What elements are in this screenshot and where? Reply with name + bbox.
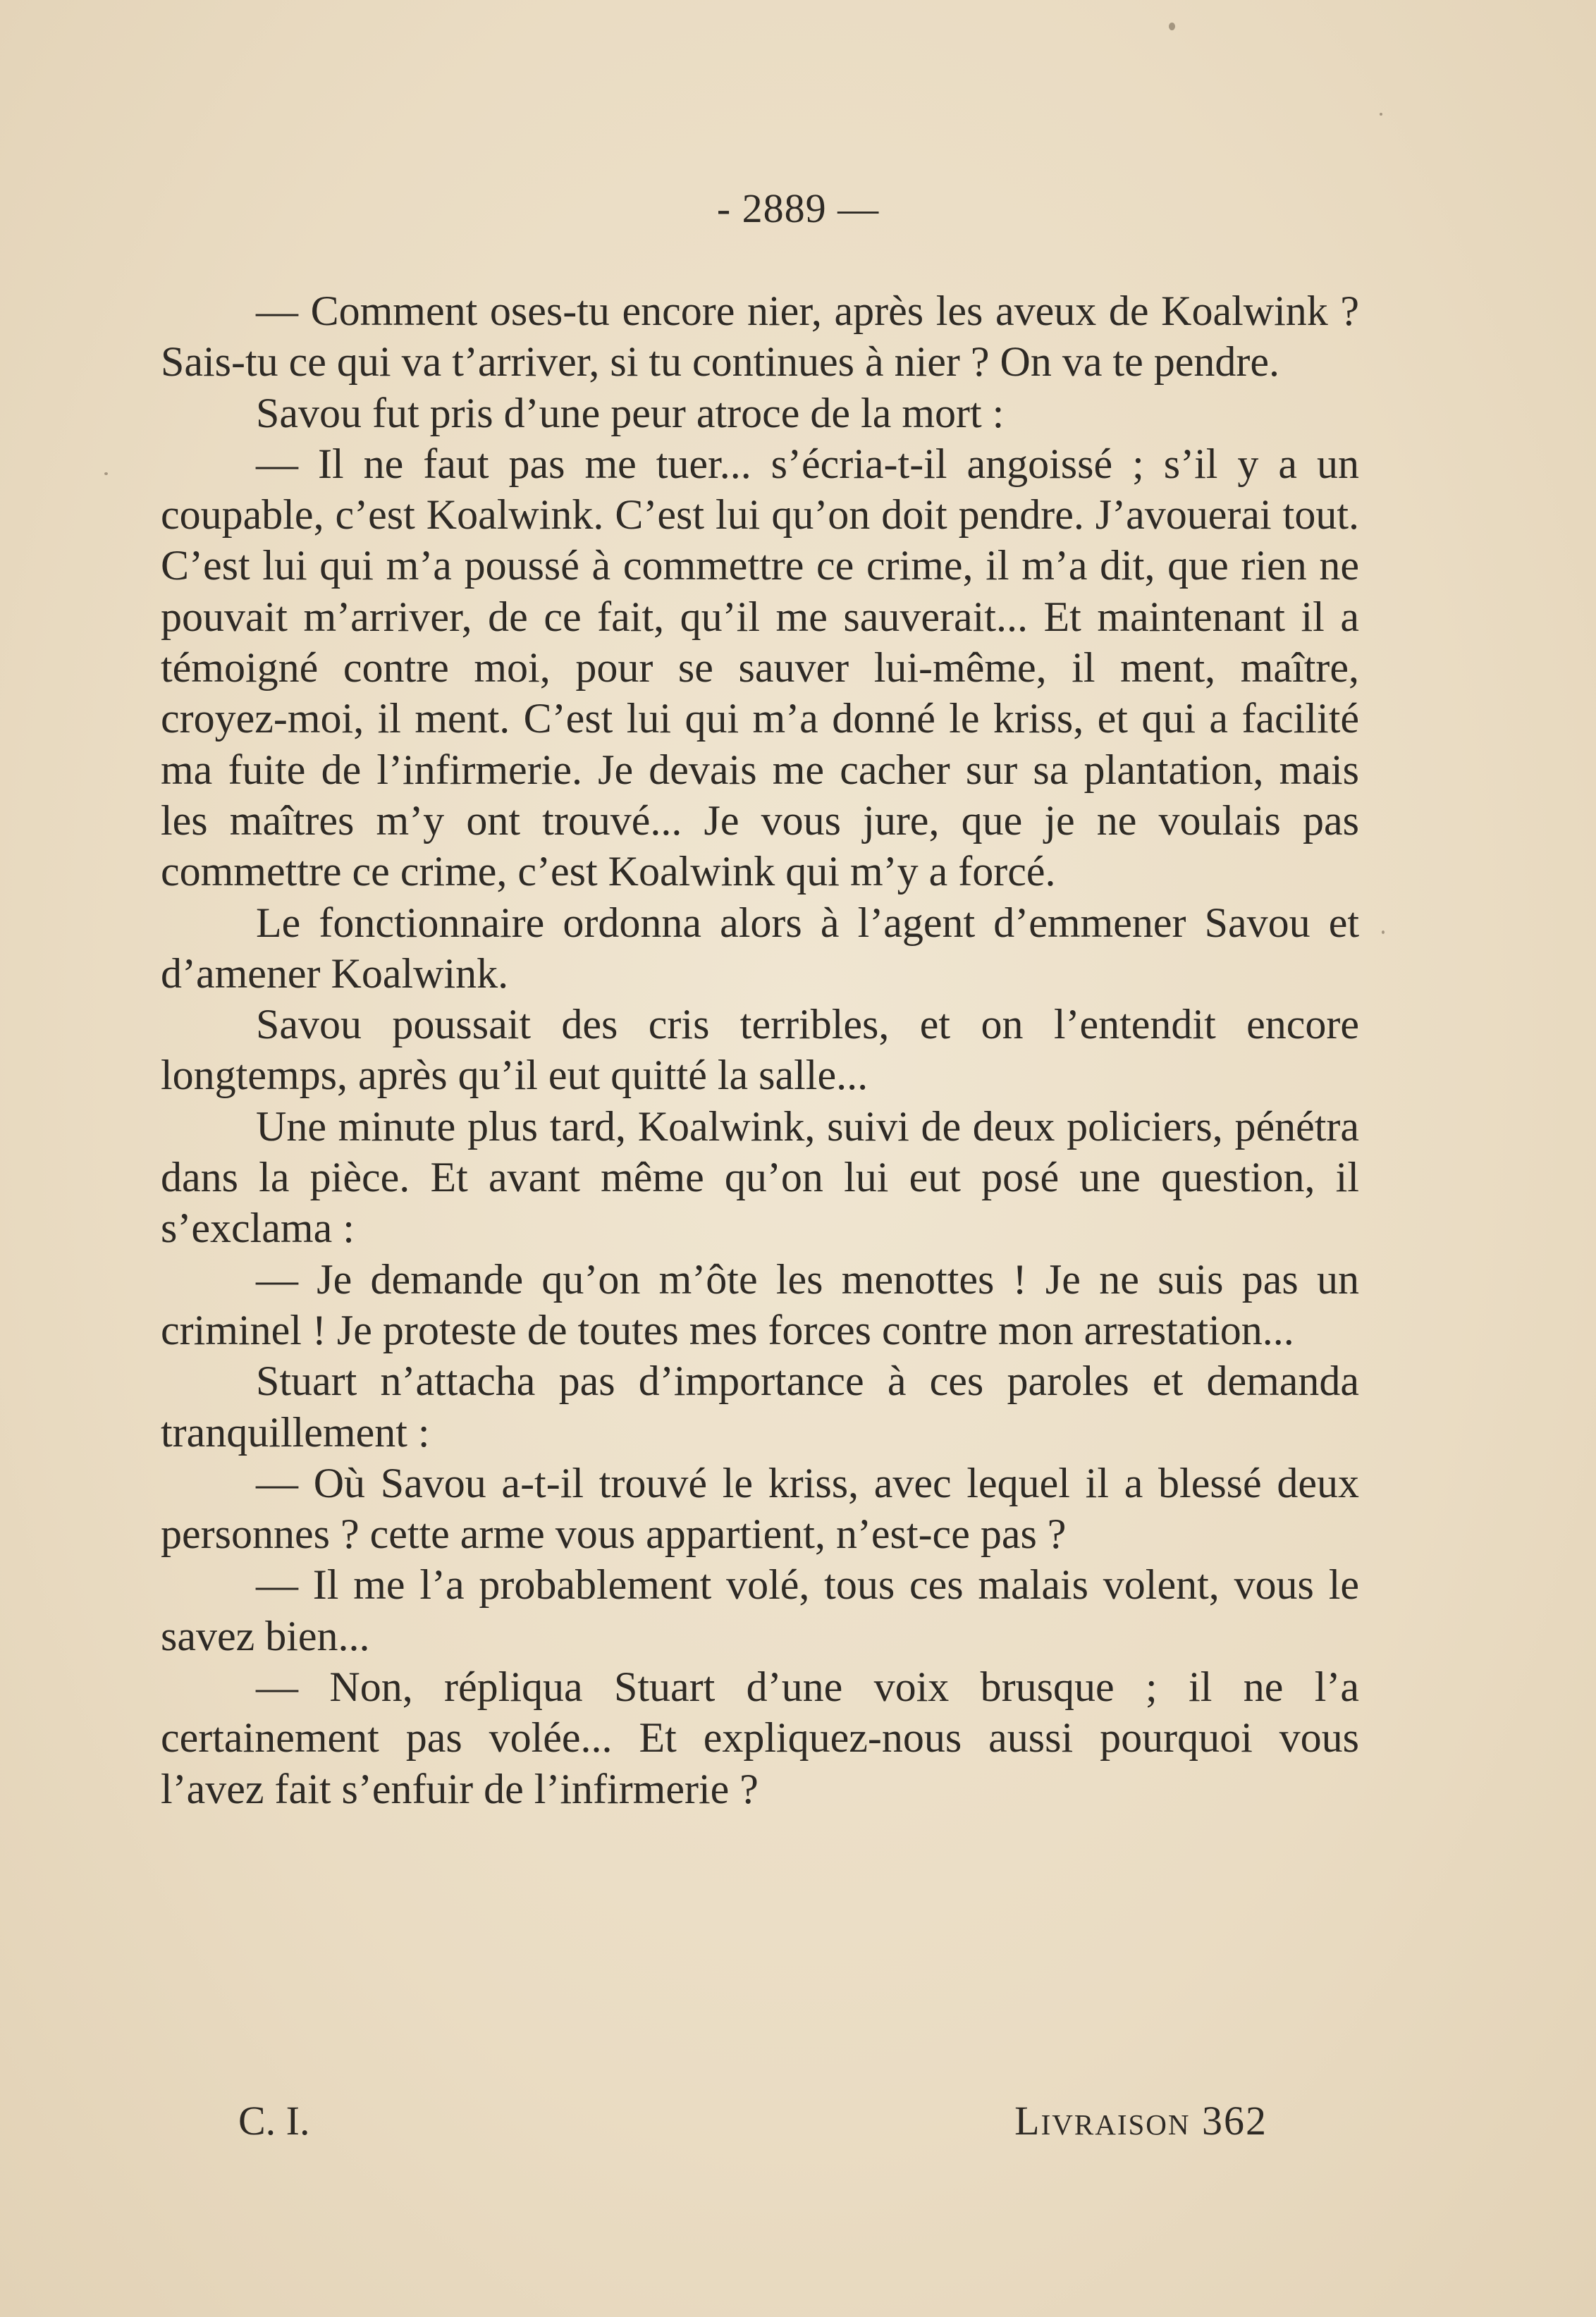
paragraph: Le fonctionnaire ordonna alors à l’agent d’emmener Savou et d’amener Koalwink.	[161, 899, 1359, 997]
footer-signature: C. I.	[238, 2098, 310, 2144]
page-number: - 2889 —	[716, 185, 880, 231]
paragraph: — Je demande qu’on m’ôte les menottes ! Je ne suis pas un criminel ! Je proteste de toutes mes forces contre mon arrestation...	[161, 1255, 1359, 1353]
footer-livraison: Livraison 362	[1014, 2098, 1267, 2144]
paragraph: Savou poussait des cris terribles, et on l’entendit encore longtemps, après qu’il eut quitté la salle...	[161, 1001, 1359, 1099]
paragraph: — Il ne faut pas me tuer... s’écria-t-il angoissé ; s’il y a un coupable, c’est Koalwink. C’est lui qu’on doit pendre. J’avouerai tout. C’est lui qui m’a poussé à commettre ce crime, il m’a dit, que rien ne pouvait m’arriver, de ce fait, qu’il me sauverait... Et maintenant il a témoigné contre moi, pour se sauver lui-même, il ment, maître, croyez-moi, il ment. C’est lui qui m’a donné le kriss, et qui a facilité ma fuite de l’infirmerie. Je devais me cacher sur sa plantation, mais les maîtres m’y ont trouvé... Je vous jure, que je ne voulais pas commettre ce crime, c’est Koalwink qui m’y a forcé.	[161, 440, 1359, 895]
paper-speck	[1169, 23, 1175, 30]
paragraph: — Comment oses-tu encore nier, après les aveux de Koalwink ? Sais-tu ce qui va t’arriver, si tu continues à nier ? On va te pendre.	[161, 288, 1359, 386]
paragraph: Stuart n’attacha pas d’importance à ces paroles et demanda tranquillement :	[161, 1358, 1359, 1456]
paragraph: — Il me l’a probablement volé, tous ces malais volent, vous le savez bien...	[161, 1561, 1359, 1659]
body-text	[161, 285, 1359, 1814]
paragraph: Une minute plus tard, Koalwink, suivi de deux policiers, pénétra dans la pièce. Et avant même qu’on lui eut posé une question, il s’exclama :	[161, 1102, 1359, 1252]
paragraph: — Où Savou a-t-il trouvé le kriss, avec lequel il a blessé deux personnes ? cette arme vous appartient, n’est-ce pas ?	[161, 1459, 1359, 1558]
paragraph: Savou fut pris d’une peur atroce de la mort :	[256, 389, 1005, 436]
paper-speck	[104, 472, 108, 475]
paper-speck	[1380, 113, 1382, 116]
paper-speck	[1382, 930, 1385, 934]
paragraph: — Non, répliqua Stuart d’une voix brusque ; il ne l’a certainement pas volée... Et expliquez-nous aussi pourquoi vous l’avez fait s’enfuir de l’infirmerie ?	[161, 1664, 1359, 1812]
